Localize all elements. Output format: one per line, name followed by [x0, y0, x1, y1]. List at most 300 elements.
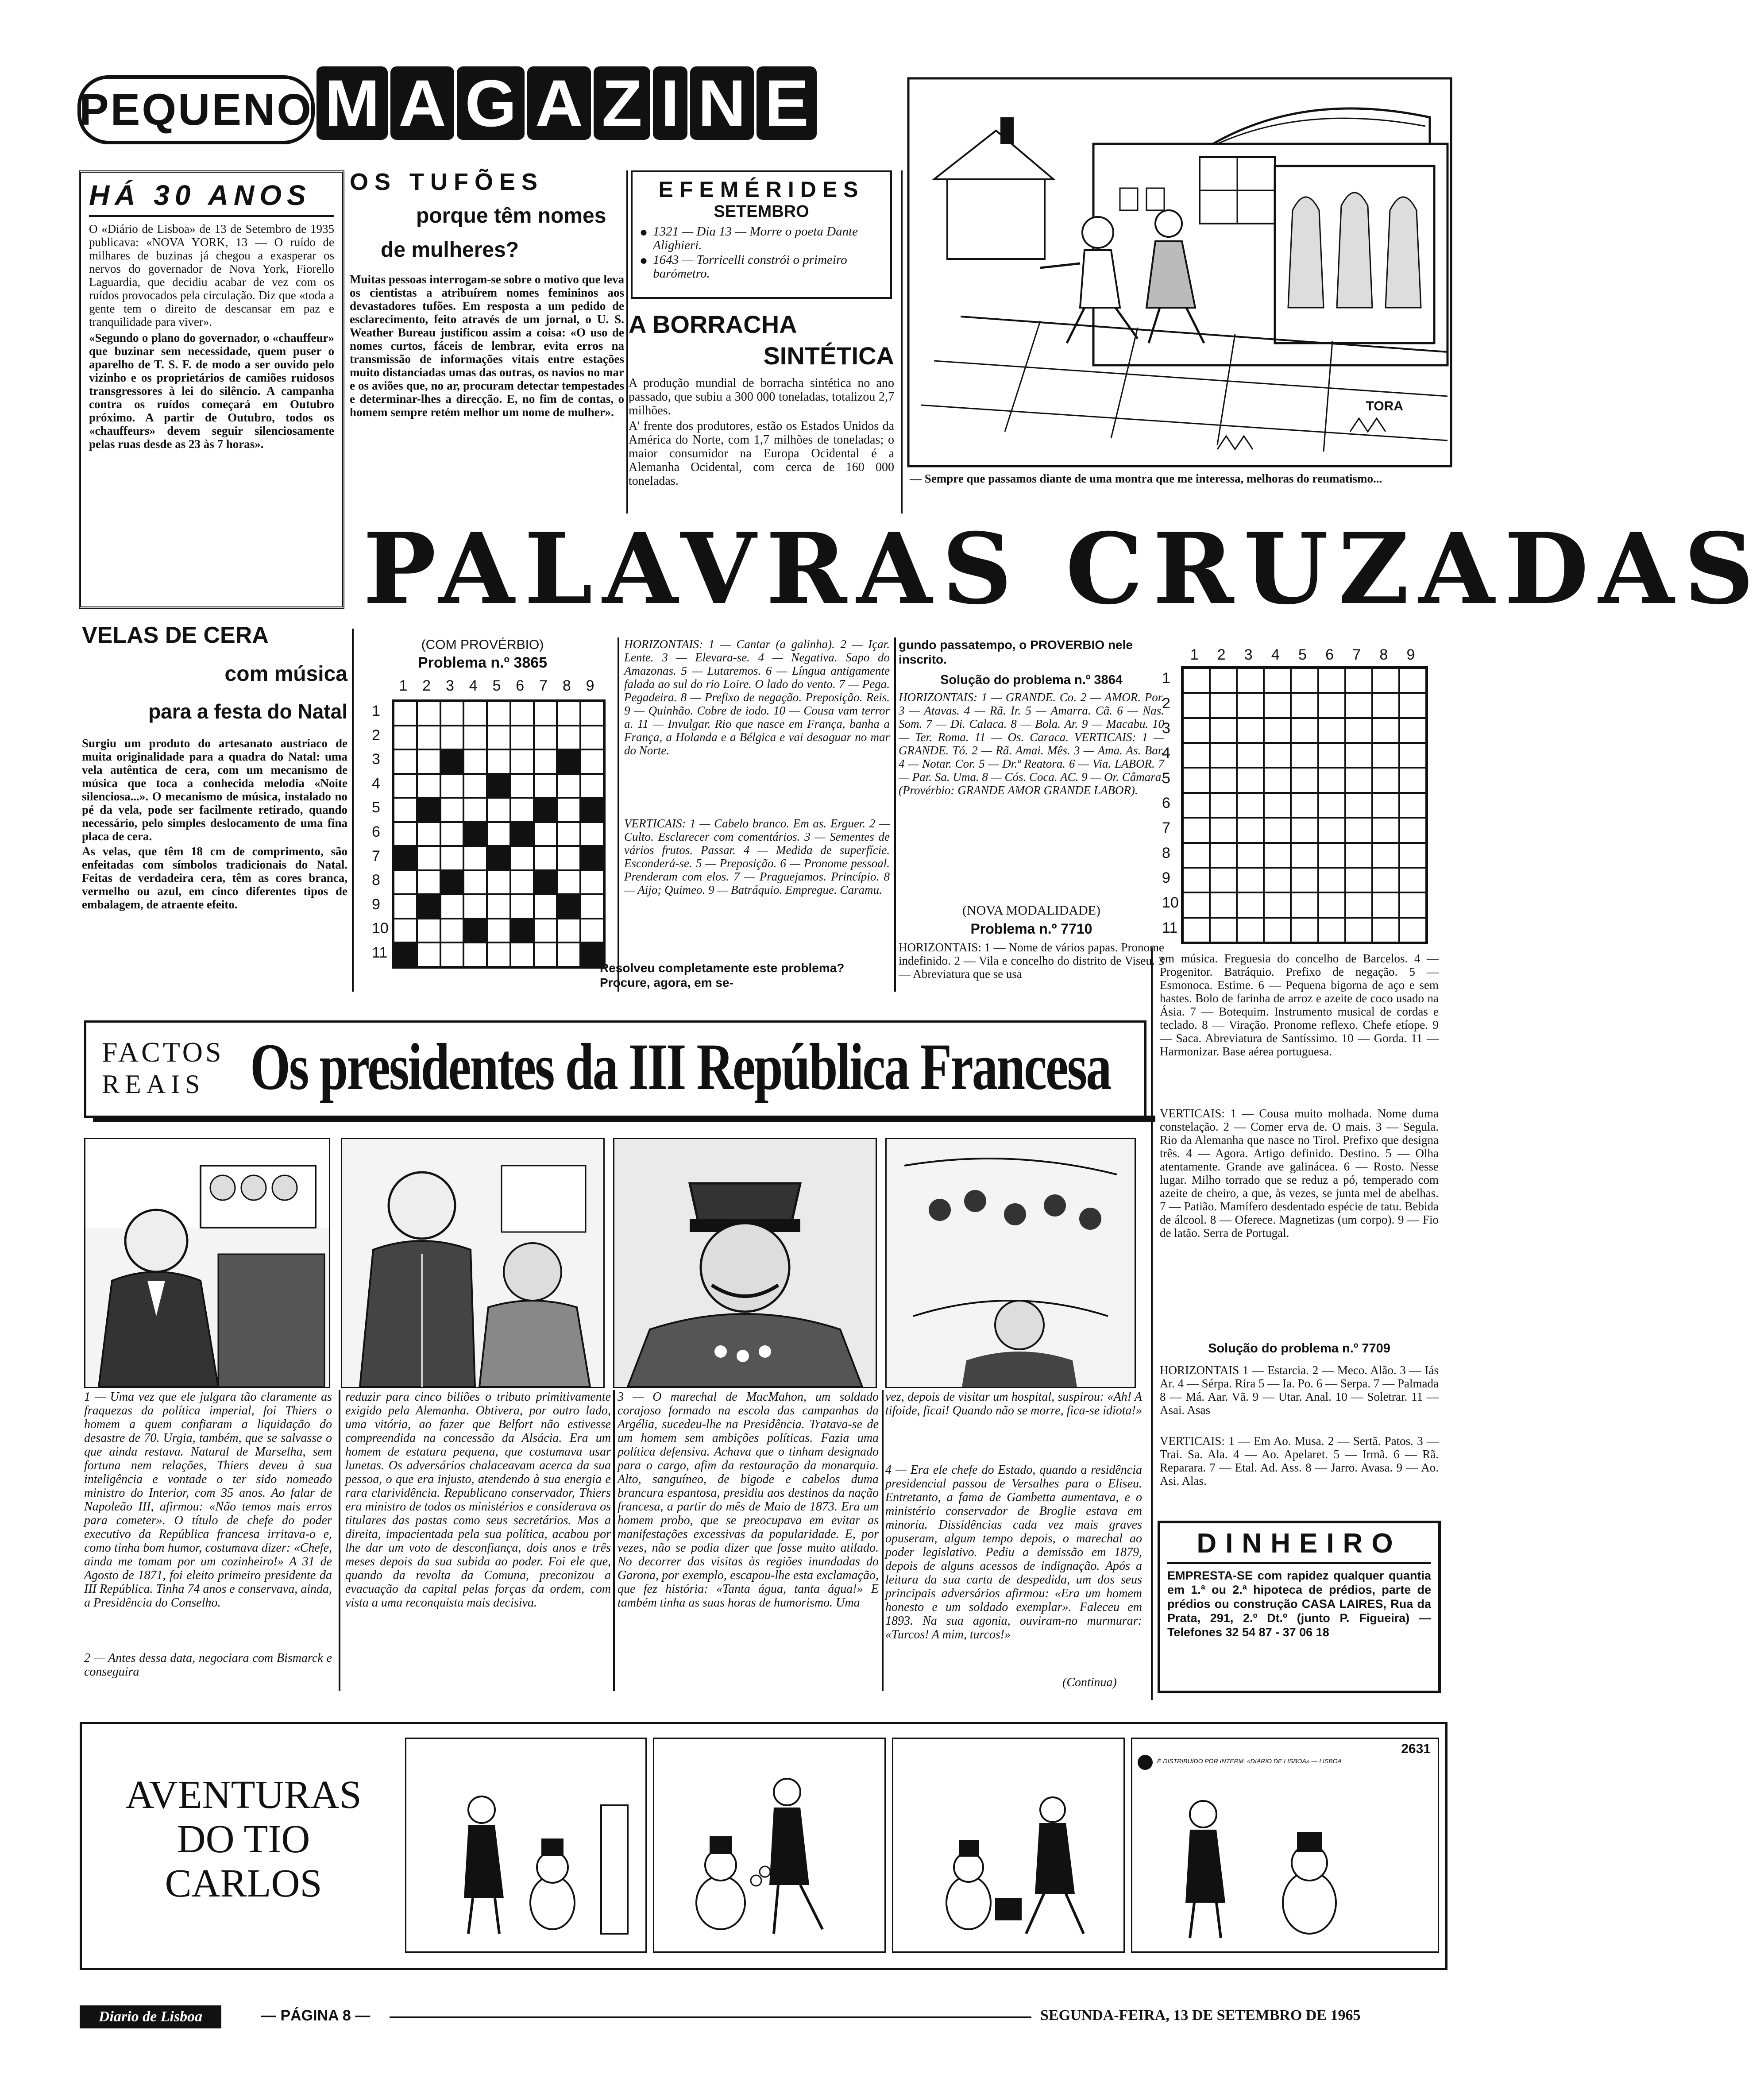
row-number: 8	[372, 872, 380, 889]
illustration-macmahon	[341, 1138, 605, 1388]
crossword-cell	[580, 846, 604, 870]
crossword-cell	[394, 894, 417, 919]
crossword2-cell	[1345, 918, 1372, 942]
crossword2-cell	[1264, 868, 1291, 892]
column-rule	[901, 170, 903, 514]
crossword2-cell	[1345, 868, 1372, 892]
cartoon-box	[907, 77, 1452, 467]
borracha-p1: A produção mundial de borracha sintética no ano passado, que subiu a 300 000 toneladas, totalizou 2,7 milhões.	[629, 376, 894, 417]
factos-box	[84, 1020, 1146, 1118]
velas-p1: Surgiu um produto do artesanato austríaco de muita originalidade para a quadra do Natal: uma vela autêntica de cera, com um mecanismo de música que toca a conhecida melodia «Noite silenciosa...». O mecanismo de música, instalado no pé da vela, pode ser facilmente retirado, quando necessário, pelo simples deslocamento de uma fina placa de cera.	[82, 737, 347, 843]
col-number: 8	[562, 677, 571, 694]
row-number: 5	[372, 799, 380, 816]
crossword2-cell	[1237, 693, 1264, 718]
crossword-cell	[440, 774, 464, 798]
crossword2-cell	[1345, 693, 1372, 718]
sol7709-title: Solução do problema n.º 7709	[1208, 1341, 1390, 1356]
crossword2-cell	[1372, 768, 1399, 792]
mag-letter: A	[390, 66, 454, 140]
crossword-cell	[557, 774, 580, 798]
crossword2-cell	[1291, 693, 1318, 718]
crossword2-cell	[1372, 693, 1399, 718]
crossword-cell	[534, 894, 557, 919]
velas-p2: As velas, que têm 18 cm de comprimento, são enfeitadas com símbolos tradicionais do Natal. Feitas de verdadeira cera, têm as cores branca, vermelho ou azul, em cinco diferentes tipos de embalagem, de atraente efeito.	[82, 845, 347, 911]
crossword2-cell	[1210, 892, 1237, 917]
row-number: 4	[372, 775, 380, 792]
crossword2-cell	[1264, 693, 1291, 718]
crossword2-cell	[1318, 868, 1345, 892]
crossword2-cell	[1210, 743, 1237, 768]
dinheiro-text: EMPRESTA-SE com rapidez qualquer quantia em 1.ª ou 2.ª hipoteca de prédios, parte de prédios ou construção CASA LAIRES, Rua da Prata, 291, 2.º Dt.º (junto P. Figueira) — Telefones 32 54 87 - 37 06 18	[1167, 1569, 1431, 1639]
column-rule	[1151, 947, 1153, 1700]
row-number: 8	[1162, 844, 1170, 861]
factos-title: Os presidentes da III República Francesa	[250, 1030, 1111, 1104]
col-number: 4	[469, 677, 478, 694]
crossword2-cell	[1237, 918, 1264, 942]
crossword-cell	[487, 846, 510, 870]
row-number: 4	[1162, 745, 1170, 762]
crossword-cell	[580, 749, 604, 774]
crossword2-cell	[1291, 868, 1318, 892]
crossword2-cell	[1291, 818, 1318, 842]
magazine-title	[317, 66, 819, 140]
crossword2-cell	[1210, 718, 1237, 743]
row-number: 11	[1162, 919, 1178, 936]
crossword2-cell	[1210, 668, 1237, 693]
crossword2-cell	[1372, 868, 1399, 892]
crossword-cell	[487, 726, 510, 750]
crossword2-cell	[1264, 843, 1291, 868]
crossword-cell	[580, 870, 604, 895]
crossword-cell	[557, 701, 580, 726]
tufoes-title1: OS TUFÕES	[350, 169, 544, 195]
crossword2-cell	[1183, 918, 1210, 942]
ha30anos-p1: O «Diário de Lisboa» de 13 de Setembro de 1935 publicava: «NOVA YORK, 13 — O ruído de milhares de buzinas já chegou a exasperar os nervos do governador de Nova York, Fiorello Laguardia, que decidiu acabar de vez com os ruídos provocados pela circulação. Diz que «toda a gente tem o direito de descansar em paz e tranquilidade para viver».	[89, 222, 334, 328]
crossword2-cell	[1237, 793, 1264, 818]
tufoes-title2: porque têm nomes	[416, 204, 606, 228]
crossword-cell	[487, 942, 510, 967]
crossword2-cell	[1183, 668, 1210, 693]
mag-letter: A	[527, 66, 591, 140]
borracha-title2: SINTÉTICA	[763, 342, 894, 370]
ha30anos-box	[79, 170, 344, 609]
palavras-cruzadas-title: PALAVRAS CRUZADAS	[363, 511, 1764, 626]
crossword-cell	[487, 749, 510, 774]
crossword-cell	[534, 919, 557, 943]
crossword2-cell	[1399, 818, 1426, 842]
sol7709-text: HORIZONTAIS 1 — Estarcia. 2 — Meco. Alão. 3 — Iás Ar. 4 — Sérpa. Rira 5 — Ia. Po. 6 — Serpa. 7 — Palmada 8 — Má. Aar. Vã. 9 — Utar. Anal. 10 — Soletrar. 11 — Asai. Asas	[1160, 1363, 1439, 1417]
comic-number: 2631	[1401, 1742, 1431, 1756]
crossword2-cell	[1183, 743, 1210, 768]
crossword2-cell	[1318, 743, 1345, 768]
column-rule	[352, 629, 354, 992]
row-number: 1	[372, 703, 380, 720]
tufoes-p1: Muitas pessoas interrogam-se sobre o motivo que leva os cientistas a atribuírem nomes femininos aos devastadores tufões. Em resposta a um pedido de esclarecimento, feito através de um jornal, o U. S. Weather Bureau justificou assim a coisa: «O uso de nomes curtos, fáceis de lembrar, evita erros na transmissão de informações vitais entre estações muito distanciadas umas das outras, os navios no mar e os aviões que, no ar, procuram detectar tempestades e determinar-lhes a direcção. E, no fim de contas, o homem sempre retém melhor um nome de mulher».	[350, 273, 624, 419]
mag-letter: N	[690, 66, 754, 140]
crossword-cell	[487, 870, 510, 895]
crossword-cell	[440, 822, 464, 846]
crossword-cell	[557, 919, 580, 943]
row-number: 2	[372, 726, 380, 744]
row-number: 2	[1162, 695, 1170, 712]
factos-col1: 1 — Uma vez que ele julgara tão claramente as fraquezas da política imperial, foi Thiers o homem a quem confiaram a liquidação do desastre de 70. Urgia, também, que se salvasse o que ainda restava. Natural de Marselha, sem fortuna nem relações, Thiers deveu à sua inteligência e vontade o ter sido nomeado ministro do Interior, com 35 anos. Ao falar de Napoleão III, afirmou: «Não temos mais erros para cometer». O título de chefe do poder executivo da República francesa irritava-o e, como tinha bom humor, costumava dizer: «Chefe, ainda me tomam por um cozinheiro!» A 31 de Agosto de 1871, foi eleito primeiro presidente da III República. Tinha 74 anos e conservava, ainda, a Presidência do Conselho.	[84, 1390, 332, 1610]
factos-col3: 3 — O marechal de MacMahon, um soldado corajoso formado na escola das campanhas da Argélia, sucedeu-lhe na Presidência. Tratava-se de um homem sem ambições políticas. Fazia uma política defensiva. Achava que o tinham designado para o cargo, afim da restauração da monarquia. Alto, sanguíneo, de bigode e cabelos duma brancura espantosa, presidiu aos destinos da nação francesa, a partir do mês de Maio de 1873. Era um homem probo, que se preocupava em evitar as manifestações excessivas da popularidade. E, por vezes, não se podia dizer que fosse muito atilado. No decorrer das visitas às regiões inundadas do Garona, por exemplo, escapou-lhe esta exclamação, que fez história: «Tanta água, tanta água!» E também tinha as suas horas de humorismo. Uma	[618, 1390, 879, 1610]
crossword-cell	[510, 870, 534, 895]
crossword-cell	[557, 870, 580, 895]
footer-page: — PÁGINA 8 —	[261, 2007, 371, 2024]
crossword2-cell	[1237, 868, 1264, 892]
crossword2-cell	[1210, 843, 1237, 868]
footer-logo	[80, 2005, 221, 2028]
crossword2-cell	[1399, 743, 1426, 768]
column-rule	[618, 637, 619, 992]
velas-title1: VELAS DE CERA	[82, 622, 269, 648]
crossword2-cell	[1372, 918, 1399, 942]
aventuras-title	[95, 1773, 392, 1906]
crossword2-row-numbers	[1162, 666, 1180, 941]
borracha-title1: A BORRACHA	[629, 310, 797, 338]
resolveu-right: gundo passatempo, o PROVERBIO nele inscrito.	[899, 638, 1133, 666]
col-number: 1	[399, 677, 408, 694]
crossword2-cell	[1399, 892, 1426, 917]
crossword2-cell	[1399, 843, 1426, 868]
crossword2-cell	[1318, 918, 1345, 942]
crossword2-cell	[1210, 918, 1237, 942]
crossword-cell	[534, 870, 557, 895]
crossword-cell	[557, 749, 580, 774]
efemerides-box	[631, 170, 892, 299]
factos-col1b: 2 — Antes dessa data, negociara com Bismarck e conseguira	[84, 1651, 332, 1679]
crossword-cell	[580, 774, 604, 798]
aventuras-title2: DO TIO	[177, 1817, 310, 1861]
crossword2-cell	[1399, 693, 1426, 718]
illustration-general	[613, 1138, 877, 1388]
dinheiro-title: DINHEIRO	[1167, 1528, 1431, 1564]
crossword2-cell	[1345, 768, 1372, 792]
crossword-cell	[487, 822, 510, 846]
crossword2-cell	[1237, 768, 1264, 792]
col-number: 5	[1298, 646, 1307, 663]
nova-modalidade: (NOVA MODALIDADE)	[962, 903, 1100, 918]
crossword-cell	[417, 701, 440, 726]
comic-panel	[405, 1738, 647, 1953]
crossword-cell	[510, 894, 534, 919]
row-number: 10	[1162, 894, 1179, 912]
crossword2-cell	[1372, 843, 1399, 868]
footer-date: SEGUNDA-FEIRA, 13 DE SETEMBRO DE 1965	[1040, 2007, 1361, 2024]
crossword2-cell	[1345, 668, 1372, 693]
efemerides-item-text: 1321 — Dia 13 — Morre o poeta Dante Alighieri.	[653, 224, 858, 252]
crossword2-cell	[1399, 918, 1426, 942]
crossword2-cell	[1372, 743, 1399, 768]
crossword2-cell	[1210, 693, 1237, 718]
crossword2-cell	[1399, 768, 1426, 792]
crossword-cell	[440, 798, 464, 822]
row-number: 1	[1162, 670, 1170, 687]
crossword-grid	[392, 699, 606, 969]
crossword-cell	[510, 774, 534, 798]
masthead	[77, 62, 901, 164]
footer-rule	[390, 2016, 1031, 2018]
col-number: 9	[586, 677, 594, 694]
col-number: 7	[1352, 646, 1361, 663]
crossword2-cell	[1291, 768, 1318, 792]
crossword2-cell	[1264, 918, 1291, 942]
crossword-cell	[463, 942, 487, 967]
crossword2-cell	[1399, 718, 1426, 743]
crossword2-cell	[1399, 868, 1426, 892]
problema-7710: Problema n.º 7710	[970, 921, 1092, 937]
column-rule	[626, 170, 628, 514]
aventuras-strip	[80, 1722, 1447, 1970]
aventuras-title1: AVENTURAS	[125, 1773, 362, 1817]
factos-shadow	[93, 1116, 1155, 1122]
velas-title3: para a festa do Natal	[148, 700, 347, 723]
aventuras-title3: CARLOS	[165, 1862, 322, 1905]
crossword-cell	[510, 701, 534, 726]
crossword-cell	[394, 701, 417, 726]
crossword2-cell	[1318, 818, 1345, 842]
comic-panel	[653, 1738, 886, 1953]
crossword2-cell	[1183, 793, 1210, 818]
crossword-cell	[557, 822, 580, 846]
crossword2-cell	[1183, 843, 1210, 868]
col-number: 5	[492, 677, 501, 694]
crossword2-cell	[1264, 768, 1291, 792]
crossword2-cell	[1372, 718, 1399, 743]
illustration-thiers	[84, 1138, 330, 1388]
crossword2-cell	[1318, 768, 1345, 792]
row-number: 9	[1162, 869, 1170, 887]
column-rule	[613, 1390, 615, 1691]
crossword2-cell	[1399, 668, 1426, 693]
verticais-sol7709: VERTICAIS: 1 — Em Ao. Musa. 2 — Sertã. Patos. 3 — Trai. Sa. Ala. 4 — Ao. Apelaret. 5 — Irmã. 6 — Rã. Reparara. 7 — Etal. Ad. Ass. 8 — Jarro. Avasa. 9 — Ao. Asi. Alas.	[1160, 1434, 1439, 1487]
crossword2-cell	[1345, 892, 1372, 917]
crossword2-cell	[1291, 918, 1318, 942]
crossword-cell	[557, 942, 580, 967]
crossword-cell	[440, 701, 464, 726]
crossword-subtitle: (COM PROVÉRBIO)	[421, 637, 544, 652]
illustration-crowd	[885, 1138, 1136, 1388]
tufoes-title3: de mulheres?	[381, 238, 519, 262]
dinheiro-box	[1158, 1521, 1441, 1693]
pequeno-text: PEQUENO	[79, 85, 313, 135]
column-rule	[894, 637, 896, 992]
velas-title2: com música	[224, 662, 347, 686]
crossword-cell	[510, 919, 534, 943]
mag-letter: E	[757, 66, 817, 140]
crossword-cell	[580, 894, 604, 919]
crossword-cell	[580, 701, 604, 726]
crossword-cell	[463, 870, 487, 895]
crossword2-cell	[1183, 818, 1210, 842]
clues-7710-a: HORIZONTAIS: 1 — Nome de vários papas. Pronome indefinido. 2 — Vila e concelho do distrito de Viseu. 3 — Abreviatura que se usa	[899, 941, 1164, 981]
factos-continua: (Continua)	[1062, 1676, 1117, 1689]
col-number: 7	[539, 677, 548, 694]
col-number: 1	[1190, 646, 1199, 663]
mag-letter: M	[317, 66, 388, 140]
crossword2-cell	[1291, 718, 1318, 743]
crossword2-cell	[1210, 818, 1237, 842]
crossword-cell	[463, 749, 487, 774]
bullet-icon: ●	[640, 253, 648, 268]
col-number: 3	[445, 677, 454, 694]
crossword-cell	[440, 942, 464, 967]
efemerides-item	[640, 225, 883, 252]
crossword-cell	[463, 774, 487, 798]
comic-panel	[892, 1738, 1125, 1953]
crossword2-cell	[1318, 693, 1345, 718]
efemerides-item	[640, 253, 883, 281]
row-number: 7	[372, 847, 380, 865]
crossword2-cell	[1345, 818, 1372, 842]
crossword-header	[363, 637, 602, 672]
crossword-cell	[580, 919, 604, 943]
crossword2-grid	[1181, 666, 1428, 944]
col-number: 4	[1271, 646, 1280, 663]
crossword-cell	[534, 774, 557, 798]
row-number: 3	[372, 751, 380, 768]
crossword-cell	[534, 846, 557, 870]
crossword2-cell	[1237, 892, 1264, 917]
crossword-cell	[394, 822, 417, 846]
footer-paper-name: Diario de Lisboa	[98, 2008, 203, 2025]
cartoon-caption: — Sempre que passamos diante de uma montra que me interessa, melhoras do reumatismo...	[910, 472, 1382, 485]
row-number: 6	[1162, 795, 1170, 811]
crossword2-cell	[1291, 743, 1318, 768]
crossword2-cell	[1318, 892, 1345, 917]
crossword-cell	[417, 822, 440, 846]
crossword-cell	[417, 870, 440, 895]
crossword-cell	[394, 798, 417, 822]
crossword-cell	[394, 870, 417, 895]
crossword2-cell	[1372, 892, 1399, 917]
row-number: 7	[1162, 819, 1170, 837]
col-number: 3	[1244, 646, 1253, 663]
crossword2-col-numbers	[1190, 646, 1415, 664]
crossword2-cell	[1237, 818, 1264, 842]
efemerides-month: SETEMBRO	[714, 202, 809, 221]
row-number: 5	[1162, 769, 1170, 787]
crossword-cell	[510, 726, 534, 750]
crossword2-cell	[1318, 668, 1345, 693]
crossword-cell	[417, 894, 440, 919]
crossword-cell	[440, 870, 464, 895]
factos-col4a: vez, depois de visitar um hospital, suspirou: «Ah! A tifoide, ficai! Quando não se morre, fica-se idiota!»	[885, 1390, 1142, 1418]
row-number: 3	[1162, 719, 1170, 737]
crossword-cell	[463, 798, 487, 822]
row-number: 9	[372, 896, 380, 913]
crossword-problema: Problema n.º 3865	[417, 654, 548, 671]
crossword-cell	[463, 894, 487, 919]
crossword2-cell	[1237, 668, 1264, 693]
mag-letter: G	[457, 66, 525, 140]
col-number: 2	[1217, 646, 1226, 663]
crossword2-cell	[1264, 718, 1291, 743]
crossword-cell	[510, 798, 534, 822]
crossword-cell	[534, 749, 557, 774]
crossword-cell	[440, 919, 464, 943]
crossword2-cell	[1318, 843, 1345, 868]
efemerides-title: EFEMÉRIDES	[658, 177, 865, 202]
crossword-clues-horizontais: HORIZONTAIS: 1 — Cantar (a galinha). 2 — Içar. Lente. 3 — Elevara-se. 4 — Negativa. Sapo do Amazonas. 5 — Lutaremos. 6 — Língua antigamente falada ao sul do rio Loire. O lado do vento. 7 — Pega. Pegadeira. 8 — Prefixo de negação. Preposição. Reis. 9 — Quinhão. Cobre de iodo. 10 — Cousa vam terror a. 11 — Invulgar. Rio que nasce em França, banha a França, a Holanda e a Bélgica e vai desaguar no mar do Norte.	[624, 637, 890, 757]
efemerides-item-text: 1643 — Torricelli constrói o primeiro barómetro.	[653, 253, 847, 281]
crossword2-cell	[1372, 793, 1399, 818]
col-number: 8	[1379, 646, 1388, 663]
col-number: 2	[422, 677, 431, 694]
row-number: 11	[372, 944, 388, 961]
crossword2-cell	[1291, 843, 1318, 868]
crossword-cell	[557, 846, 580, 870]
crossword-cell	[463, 822, 487, 846]
crossword2-cell	[1291, 793, 1318, 818]
crossword-cell	[417, 919, 440, 943]
crossword-cell	[487, 701, 510, 726]
sol3864-title: Solução do problema n.º 3864	[940, 673, 1123, 687]
crossword2-cell	[1183, 718, 1210, 743]
mag-letter: I	[653, 66, 687, 140]
crossword2-cell	[1183, 768, 1210, 792]
tufoes-article	[350, 168, 624, 514]
comic-panel-final	[1131, 1738, 1439, 1953]
crossword-cell	[510, 846, 534, 870]
col-number: 6	[516, 677, 525, 694]
crossword-cell	[394, 749, 417, 774]
sol3864-text: HORIZONTAIS: 1 — GRANDE. Co. 2 — AMOR. Por. 3 — Atavas. 4 — Rã. Ir. 5 — Amarra. Cã. 6 — Nas. Som. 7 — Di. Calaca. 8 — Bola. Ar. 9 — Macabu. 10 — Ter. Roma. 11 — Os. Caraca. VERTICAIS: 1 — GRANDE. Tó. 2 — Rã. Amai. Mês. 3 — Ama. As. Bar. 4 — Notar. Cor. 5 — Dr.ª Reatora. 6 — Via. LABOR. 7 — Par. Sa. Uma. 8 — Cós. Coca. AC. 9 — Or. Câmara. (Provérbio: GRANDE AMOR GRANDE LABOR).	[899, 691, 1164, 797]
crossword2-cell	[1291, 892, 1318, 917]
crossword2-cell	[1318, 718, 1345, 743]
crossword-cell	[417, 774, 440, 798]
crossword2-cell	[1264, 793, 1291, 818]
ha30anos-p2: «Segundo o plano do governador, o «chauffeur» que buzinar sem necessidade, quem puser o aparelho de T. S. F. de modo a ser ouvido pelo vizinho e os proprietários de camiões ruidosos transgressores à lei do silêncio. A campanha contra os ruídos começará em Outubro próximo. A partir de Outubro, todos os «chauffeurs» devem seguir silenciosamente pelas ruas desde as 23 às 7 horas».	[89, 331, 334, 451]
crossword-cell	[394, 942, 417, 967]
crossword2-cell	[1237, 843, 1264, 868]
crossword-cell	[557, 798, 580, 822]
crossword2-cell	[1183, 868, 1210, 892]
crossword2-cell	[1345, 743, 1372, 768]
crossword-cell	[440, 726, 464, 750]
crossword-cell	[394, 846, 417, 870]
crossword2-cell	[1318, 793, 1345, 818]
crossword-cell	[580, 798, 604, 822]
crossword-cell	[394, 726, 417, 750]
bullet-icon: ●	[640, 225, 648, 239]
crossword2-cell	[1372, 668, 1399, 693]
crossword-cell	[394, 774, 417, 798]
comic-distrib: É DISTRIBUÍDO POR INTERM. «DIÁRIO DE LISBOA» — LISBOA	[1157, 1757, 1342, 1765]
crossword-cell	[487, 919, 510, 943]
crossword-cell	[534, 726, 557, 750]
col-number: 9	[1406, 646, 1415, 663]
crossword2-cell	[1237, 743, 1264, 768]
resolveu-left: Resolveu completamente este problema? Procure, agora, em se-	[600, 961, 845, 989]
crossword2-cell	[1345, 793, 1372, 818]
crossword-cell	[463, 701, 487, 726]
factos-col4b: 4 — Era ele chefe do Estado, quando a residência presidencial passou de Versalhes para o Eliseu. Entretanto, a fama de Gambetta aumentava, e o ministério conservador de Broglie estava em minoria. Dissidências cada vez mais graves opuseram, algum tempo depois, o marechal ao poder legislativo. Pediu a demissão em 1879, depois de alguns acessos de indignação. Após a leitura da sua carta de despedida, um dos seus principais adversários afirmou: «Era um homem honesto e um soldado exemplar». Faleceu em 1893. Na sua agonia, ouviram-no murmurar: «Turcos! A mim, turcos!»	[885, 1463, 1142, 1642]
crossword2-cell	[1399, 793, 1426, 818]
row-number: 10	[372, 920, 389, 937]
crossword-clues-verticais: VERTICAIS: 1 — Cabelo branco. Em as. Erguer. 2 — Culto. Esclarecer com comentários. 3 — Sementes de vários frutos. Passar. 4 — Medida de superfície. Esconderá-se. 5 — Preposição. 6 — Pronome pessoal. Prenderam com elos. 7 — Praguejamos. Princípio. 8 — Aijo; Quimeo. 9 — Batráquio. Empregue. Caramu.	[624, 817, 890, 896]
crossword2-cell	[1345, 843, 1372, 868]
crossword-cell	[463, 846, 487, 870]
col-number: 6	[1325, 646, 1334, 663]
crossword2-cell	[1372, 818, 1399, 842]
crossword2-cell	[1345, 718, 1372, 743]
copyright-icon	[1138, 1755, 1153, 1770]
pequeno-label	[77, 75, 315, 144]
crossword-cell	[534, 942, 557, 967]
crossword-cell	[394, 919, 417, 943]
